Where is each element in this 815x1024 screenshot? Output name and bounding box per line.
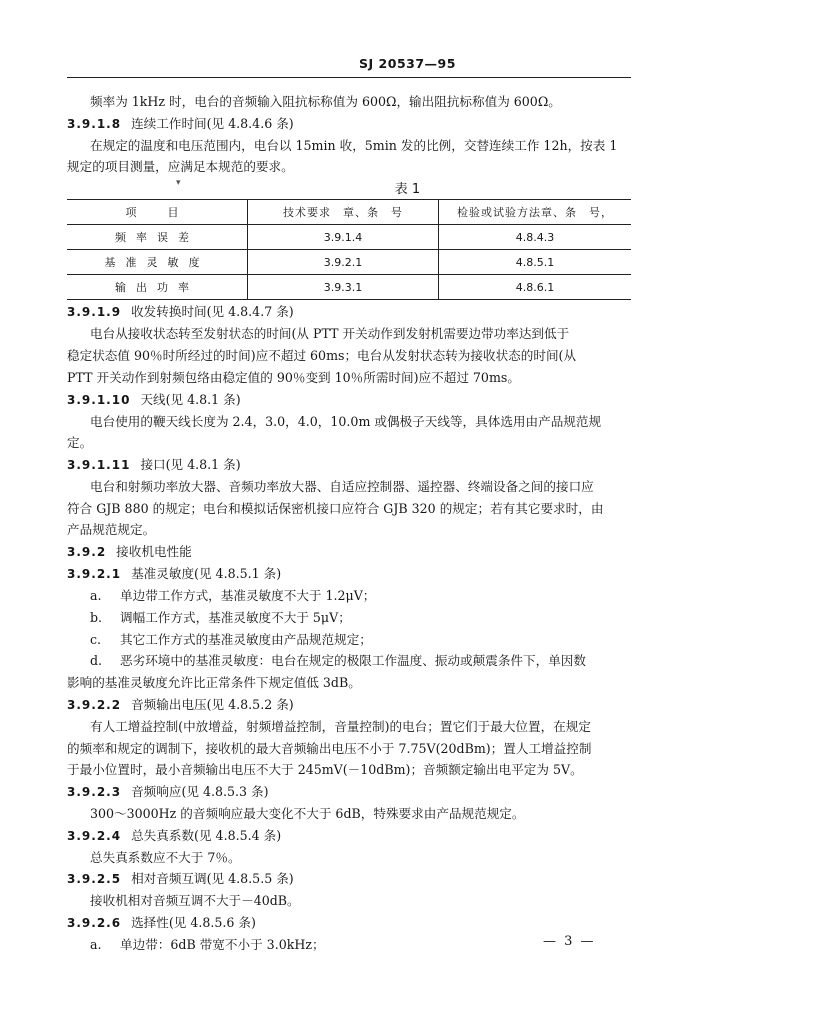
scan-speck: ▾ (176, 178, 181, 188)
section-number: 3.9.2.2 (67, 698, 122, 712)
section-title: 音频响应(见 4.8.5.3 条) (131, 784, 269, 799)
table-header-cell: 技术要求 章、条 号 (248, 200, 439, 225)
paragraph-line: 有人工增益控制(中放增益，射频增益控制，音量控制)的电台；置它们于最大位置，在规定 (90, 719, 591, 734)
list-item-text: 调幅工作方式，基准灵敏度不大于 5μV； (120, 610, 351, 625)
list-item-label: b. (90, 610, 103, 625)
section-heading-3-9-1-9 (67, 304, 294, 320)
list-item (90, 937, 325, 953)
section-title: 选择性(见 4.8.5.6 条) (131, 915, 256, 930)
section-title: 收发转换时间(见 4.8.4.7 条) (131, 304, 294, 319)
list-item-label: c. (90, 632, 102, 647)
section-title: 接收机电性能 (116, 544, 192, 559)
section-number: 3.9.2.5 (67, 872, 122, 886)
paragraph-line: 300～3000Hz 的音频响应最大变化不大于 6dB，特殊要求由产品规范规定。 (90, 806, 525, 821)
standard-number-header: SJ 20537—95 (359, 56, 456, 71)
table-row (67, 275, 631, 300)
list-item (90, 588, 375, 604)
section-number: 3.9.2.3 (67, 785, 122, 799)
section-number: 3.9.1.9 (67, 305, 122, 319)
section-title: 天线(见 4.8.1 条) (140, 392, 241, 407)
section-number: 3.9.1.11 (67, 458, 131, 472)
section-heading-3-9-1-11 (67, 457, 241, 473)
section-title: 音频输出电压(见 4.8.5.2 条) (131, 697, 294, 712)
list-item (90, 653, 586, 669)
paragraph-line: 频率为 1kHz 时，电台的音频输入阻抗标称值为 600Ω，输出阻抗标称值为 600Ω。 (90, 94, 561, 109)
paragraph-line: 稳定状态值 90％时所经过的时间)应不超过 60ms；电台从发射状态转为接收状态的时间(从 (67, 348, 577, 363)
list-item-text: 单边带工作方式，基准灵敏度不大于 1.2μV； (120, 588, 376, 603)
section-heading-3-9-2-6 (67, 915, 256, 931)
table-cell: 4.8.4.3 (439, 225, 632, 250)
section-heading-3-9-2-4 (67, 828, 281, 844)
section-title: 相对音频互调(见 4.8.5.5 条) (131, 871, 294, 886)
section-heading-3-9-1-8 (67, 116, 294, 132)
section-title: 总失真系数(见 4.8.5.4 条) (131, 828, 282, 843)
section-number: 3.9.2.4 (67, 829, 122, 843)
table-cell: 3.9.3.1 (248, 275, 439, 300)
table-header-cell: 检验或试验方法章、条 号， (439, 200, 632, 225)
list-item (90, 610, 351, 626)
paragraph-line: 符合 GJB 880 的规定；电台和模拟话保密机接口应符合 GJB 320 的规定；若有其它要求时，由 (67, 501, 604, 516)
table-header-cell: 项 目 (125, 206, 189, 219)
list-item-label: a. (90, 588, 102, 603)
list-item-text: 其它工作方式的基准灵敏度由产品规范规定； (120, 632, 372, 647)
section-title: 基准灵敏度(见 4.8.5.1 条) (131, 566, 282, 581)
section-number: 3.9.1.10 (67, 393, 131, 407)
table-cell: 4.8.6.1 (439, 275, 632, 300)
table-cell: 3.9.1.4 (248, 225, 439, 250)
table-title: 表 1 (394, 182, 421, 197)
list-item-text: 恶劣环境中的基准灵敏度：电台在规定的极限工作温度、振动或颠震条件下，单因数 (120, 653, 586, 668)
paragraph-line: 电台使用的鞭天线长度为 2.4，3.0，4.0，10.0m 或偶极子天线等，具体选用由产品规范规 (90, 414, 602, 429)
page-number: — 3 — (543, 934, 596, 949)
paragraph-line: 电台和射频功率放大器、音频功率放大器、自适应控制器、遥控器、终端设备之间的接口应 (90, 479, 594, 494)
section-title: 连续工作时间(见 4.8.4.6 条) (131, 116, 294, 131)
paragraph-line: 影响的基准灵敏度允许比正常条件下规定值低 3dB。 (67, 675, 361, 690)
table-1 (67, 199, 631, 300)
table-cell: 4.8.5.1 (439, 250, 632, 275)
table-cell: 输出功率 (115, 281, 199, 294)
table-cell: 频率误差 (115, 231, 199, 244)
paragraph-line: 接收机相对音频互调不大于－40dB。 (90, 893, 300, 908)
paragraph-line: 在规定的温度和电压范围内，电台以 15min 收，5min 发的比例，交替连续工作 12h，按表 1 (90, 138, 618, 153)
section-number: 3.9.2.6 (67, 916, 122, 930)
section-heading-3-9-2 (67, 544, 192, 560)
section-heading-3-9-2-3 (67, 784, 269, 800)
section-heading-3-9-2-1 (67, 566, 281, 582)
list-item (90, 632, 372, 648)
section-heading-3-9-2-5 (67, 871, 294, 887)
paragraph-line: PTT 开关动作到射频包络由稳定值的 90％变到 10％所需时间)应不超过 70ms。 (67, 370, 520, 385)
table-cell: 基准灵敏度 (104, 256, 210, 269)
section-title: 接口(见 4.8.1 条) (140, 457, 241, 472)
section-number: 3.9.1.8 (67, 117, 122, 131)
section-heading-3-9-2-2 (67, 697, 294, 713)
paragraph-line: 的频率和规定的调制下，接收机的最大音频输出电压不小于 7.75V(20dBm)；置人工增益控制 (67, 741, 592, 756)
paragraph-line: 规定的项目测量，应满足本规范的要求。 (67, 159, 294, 174)
paragraph-line: 电台从接收状态转至发射状态的时间(从 PTT 开关动作到发射机需要边带功率达到低于 (90, 326, 570, 341)
paragraph-line: 于最小位置时，最小音频输出电压不大于 245mV(－10dBm)；音频额定输出电平定为 5V。 (67, 762, 583, 777)
list-item-label: d. (90, 653, 103, 668)
header-rule (67, 77, 631, 78)
table-cell: 3.9.2.1 (248, 250, 439, 275)
section-number: 3.9.2.1 (67, 567, 122, 581)
paragraph-line: 产品规范规定。 (67, 522, 156, 537)
paragraph-line: 定。 (67, 435, 93, 450)
paragraph-line: 总失真系数应不大于 7％。 (90, 850, 241, 865)
list-item-text: 单边带：6dB 带宽不小于 3.0kHz； (120, 937, 325, 952)
table-header-row (67, 200, 631, 225)
table-row (67, 250, 631, 275)
list-item-label: a. (90, 937, 102, 952)
section-number: 3.9.2 (67, 545, 107, 559)
table-row (67, 225, 631, 250)
section-heading-3-9-1-10 (67, 392, 241, 408)
